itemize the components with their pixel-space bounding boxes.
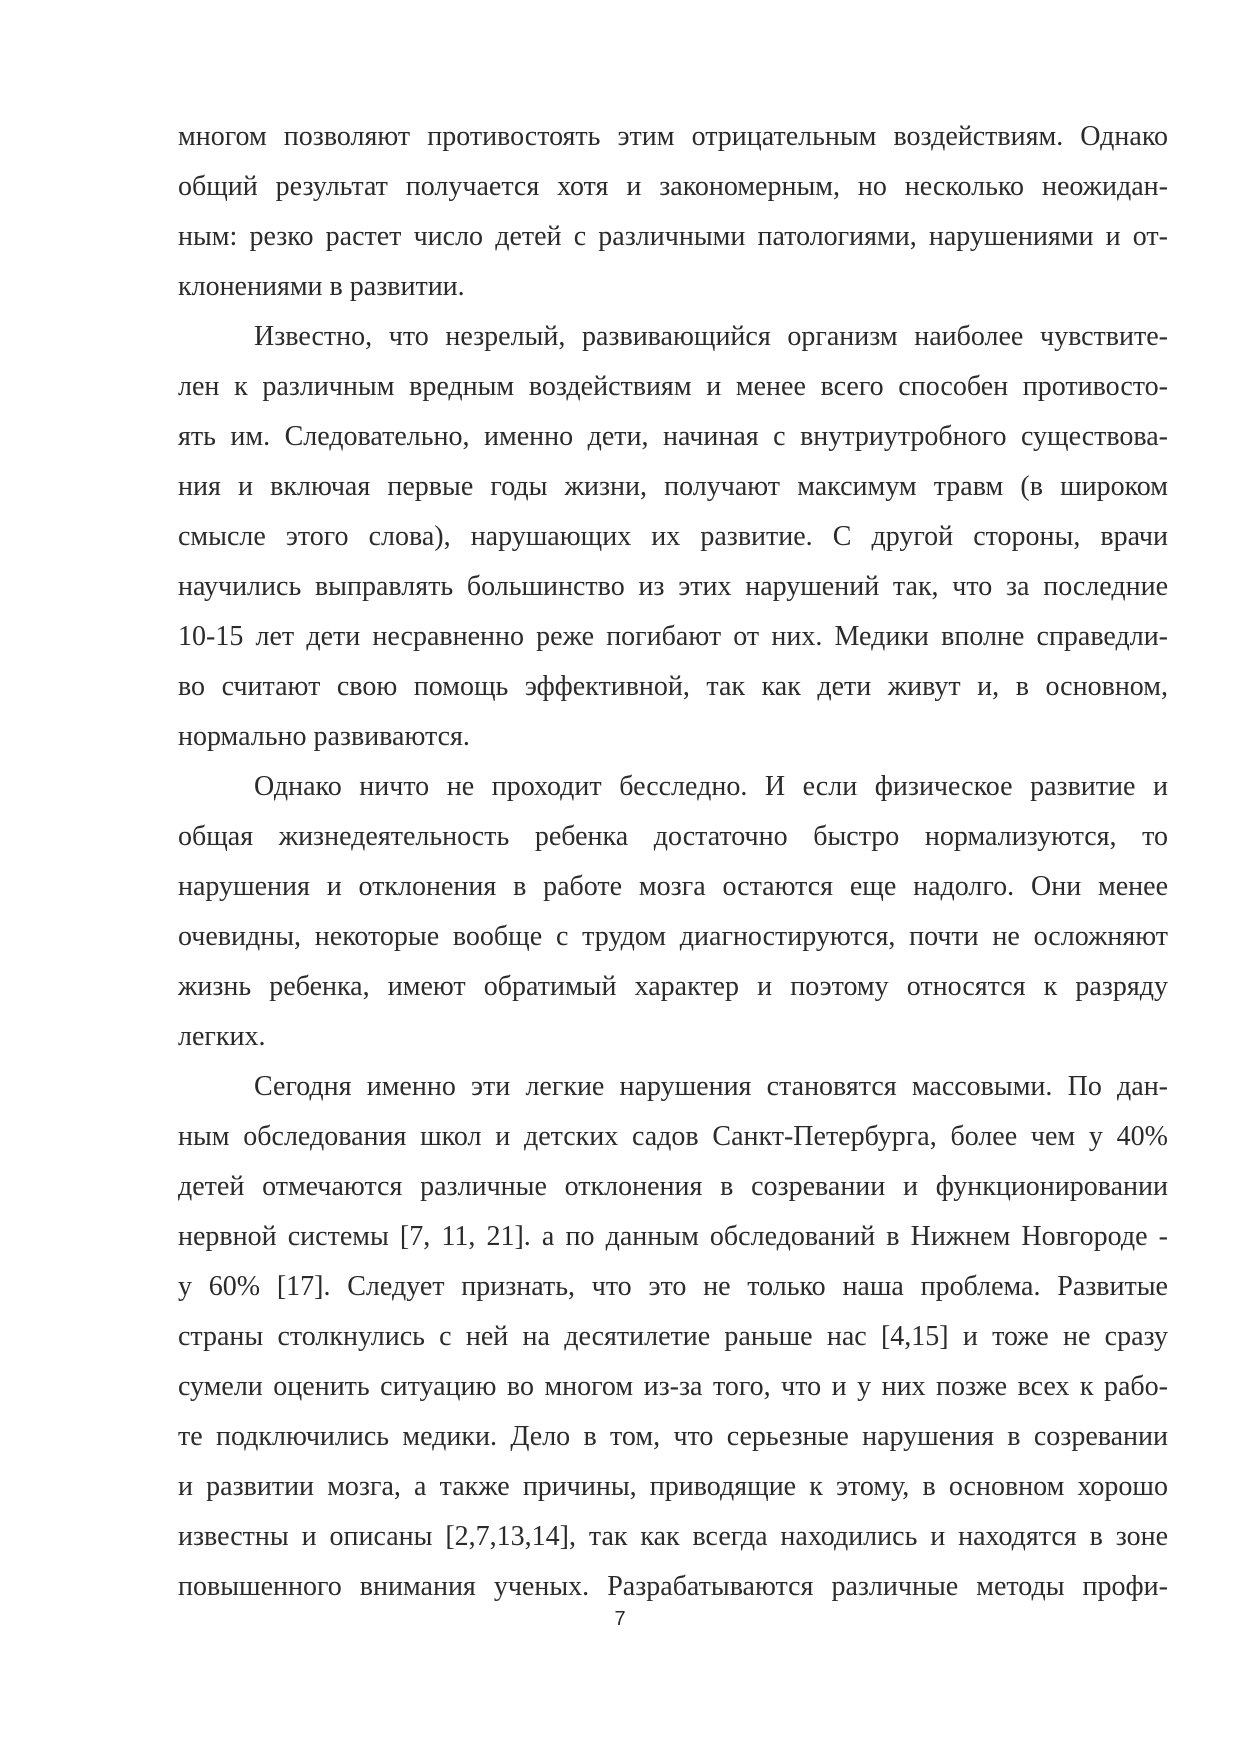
text-line: известны и описаны [2,7,13,14], так как всегда находились и находятся в зоне (178, 1521, 1168, 1552)
text-line: Известно, что незрелый, развивающийся организм наиболее чувствите- (254, 321, 1168, 352)
text-line: Сегодня именно эти легкие нарушения становятся массовыми. По дан- (254, 1071, 1168, 1102)
paragraph-1 (178, 112, 1168, 312)
text-line: сумели оценить ситуацию во многом из-за того, что и у них позже всех к рабо- (178, 1371, 1168, 1402)
paragraph-4 (178, 1062, 1168, 1612)
text-line: общий результат получается хотя и закономерным, но несколько неожидан- (178, 171, 1168, 202)
text-line: многом позволяют противостоять этим отрицательным воздействиям. Однако (178, 121, 1168, 152)
text-line: Однако ничто не проходит бесследно. И если физическое развитие и (254, 771, 1168, 802)
text-line: лен к различным вредным воздействиям и менее всего способен противосто- (178, 371, 1168, 402)
text-line: ным: резко растет число детей с различными патологиями, нарушениями и от- (178, 221, 1168, 252)
text-line: повышенного внимания ученых. Разрабатываются различные методы профи- (178, 1571, 1168, 1602)
text-line: научились выправлять большинство из этих нарушений так, что за последние (178, 571, 1168, 602)
body-text (178, 112, 1168, 1612)
text-line: жизнь ребенка, имеют обратимый характер и поэтому относятся к разряду (178, 971, 1168, 1002)
text-line: нервной системы [7, 11, 21]. а по данным обследований в Нижнем Новгороде - (178, 1221, 1168, 1252)
text-line: 10-15 лет дети несравненно реже погибают от них. Медики вполне справедли- (178, 621, 1168, 652)
text-line: и развитии мозга, а также причины, приводящие к этому, в основном хорошо (178, 1471, 1168, 1502)
text-line: клонениями в развитии. (178, 271, 465, 302)
paragraph-3 (178, 762, 1168, 1062)
text-line: нарушения и отклонения в работе мозга остаются еще надолго. Они менее (178, 871, 1168, 902)
text-line: детей отмечаются различные отклонения в созревании и функционировании (178, 1171, 1168, 1202)
text-line: во считают свою помощь эффективной, так как дети живут и, в основном, (178, 671, 1168, 702)
text-line: страны столкнулись с ней на десятилетие раньше нас [4,15] и тоже не сразу (178, 1321, 1168, 1352)
text-line: у 60% [17]. Следует признать, что это не только наша проблема. Развитые (178, 1271, 1168, 1302)
text-line: ным обследования школ и детских садов Санкт-Петербурга, более чем у 40% (178, 1121, 1168, 1152)
text-line: смысле этого слова), нарушающих их развитие. С другой стороны, врачи (178, 521, 1168, 552)
text-line: те подключились медики. Дело в том, что серьезные нарушения в созревании (178, 1421, 1168, 1452)
text-line: ния и включая первые годы жизни, получают максимум травм (в широком (178, 471, 1168, 502)
text-line: общая жизнедеятельность ребенка достаточно быстро нормализуются, то (178, 821, 1168, 852)
text-line: нормально развиваются. (178, 721, 470, 752)
text-line: легких. (178, 1021, 266, 1052)
paragraph-2 (178, 312, 1168, 762)
text-line: ять им. Следовательно, именно дети, начиная с внутриутробного существова- (178, 421, 1168, 452)
text-line: очевидны, некоторые вообще с трудом диагностируются, почти не осложняют (178, 921, 1168, 952)
page-number: 7 (614, 1608, 626, 1630)
